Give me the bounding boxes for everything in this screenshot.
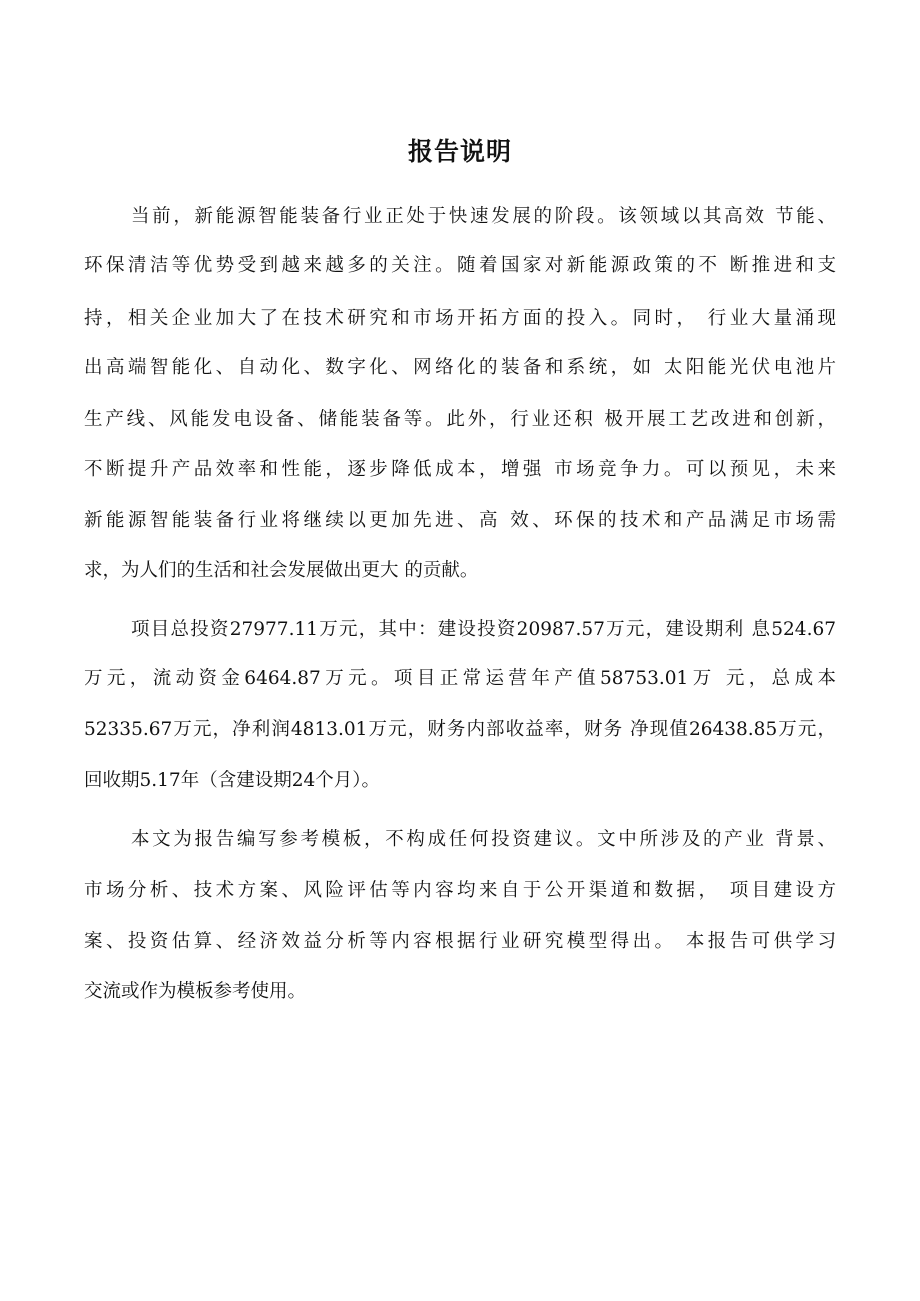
paragraph-line: 求，为人们的生活和社会发展做出更大 的贡献。 xyxy=(84,560,479,581)
paragraph-line: 回收期5.17年（含建设期24个月）。 xyxy=(84,770,380,791)
paragraph-line: 52335.67万元，净利润4813.01万元，财务内部收益率，财务 净现值26438.85万元， xyxy=(84,719,836,740)
paragraph-line: 项目总投资27977.11万元，其中：建设投资20987.57万元，建设期利 息524.67 xyxy=(131,619,836,640)
paragraph-line: 新能源智能装备行业将继续以更加先进、高 效、环保的技术和产品满足市场需 xyxy=(84,510,836,531)
paragraph-line: 不断提升产品效率和性能，逐步降低成本，增强 市场竞争力。可以预见，未来 xyxy=(84,459,836,480)
paragraph-line: 环保清洁等优势受到越来越多的关注。随着国家对新能源政策的不 断推进和支 xyxy=(84,255,836,276)
paragraph-line: 本文为报告编写参考模板，不构成任何投资建议。文中所涉及的产业 背景、 xyxy=(131,829,836,850)
paragraph-line: 持，相关企业加大了在技术研究和市场开拓方面的投入。同时， 行业大量涌现 xyxy=(84,308,836,329)
paragraph-line: 生产线、风能发电设备、储能装备等。此外，行业还积 极开展工艺改进和创新， xyxy=(84,409,836,430)
paragraph-line: 案、投资估算、经济效益分析等内容根据行业研究模型得出。 本报告可供学习 xyxy=(84,931,836,952)
paragraph-line: 出高端智能化、自动化、数字化、网络化的装备和系统，如 太阳能光伏电池片 xyxy=(84,357,836,378)
paragraph-line: 当前，新能源智能装备行业正处于快速发展的阶段。该领域以其高效 节能、 xyxy=(131,206,836,227)
paragraph-line: 交流或作为模板参考使用。 xyxy=(84,981,307,1002)
paragraph-line: 市场分析、技术方案、风险评估等内容均来自于公开渠道和数据， 项目建设方 xyxy=(84,880,836,901)
page-title: 报告说明 xyxy=(407,137,512,166)
paragraph-line: 万元，流动资金6464.87万元。项目正常运营年产值58753.01万 元，总成本 xyxy=(84,668,836,689)
